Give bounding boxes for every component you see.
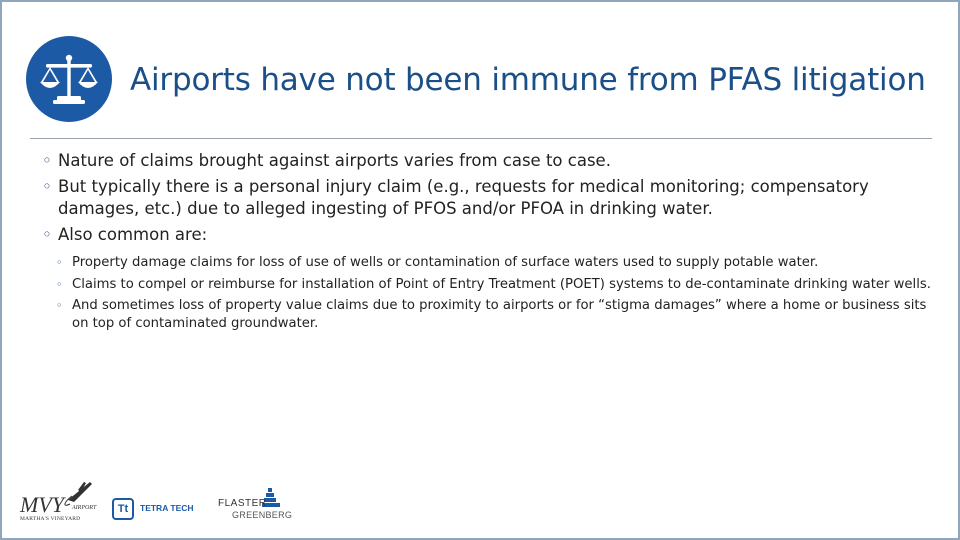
bullet-list xyxy=(42,150,937,336)
bullet-text: Nature of claims brought against airports varies from case to case. xyxy=(58,151,611,170)
sub-bullet-list xyxy=(42,254,937,332)
sub-bullet-marker-icon: ◦ xyxy=(56,299,63,312)
bullet-marker-icon: ◦ xyxy=(42,177,52,196)
sub-bullet-text: Property damage claims for loss of use of wells or contamination of surface waters used to supply potable water. xyxy=(72,255,819,270)
sub-bullet-item xyxy=(56,254,937,272)
title-divider xyxy=(30,138,932,139)
flaster-greenberg-logo xyxy=(218,488,302,528)
scales-of-justice-icon xyxy=(38,52,100,106)
mvy-airport-logo xyxy=(18,478,100,526)
flaster-wordmark: FLASTER xyxy=(218,498,267,509)
slide-title: Airports have not been immune from PFAS litigation xyxy=(130,62,926,98)
bullet-marker-icon: ◦ xyxy=(42,225,52,244)
scales-of-justice-badge xyxy=(26,36,112,122)
tetra-tech-mark-icon: Tt xyxy=(112,498,134,520)
sub-bullet-marker-icon: ◦ xyxy=(56,256,63,269)
sponsor-logos xyxy=(18,478,318,528)
sub-bullet-marker-icon: ◦ xyxy=(56,277,63,291)
bullet-text: Also common are: xyxy=(58,225,208,244)
mvy-wordmark: MVY xyxy=(20,492,64,517)
tetra-tech-name: TETRA TECH xyxy=(140,503,194,513)
bullet-item xyxy=(42,224,937,246)
sub-bullet-text: And sometimes loss of property value claims due to proximity to airports or for “stigma damages” where a home or business sits on top of contaminated groundwater. xyxy=(72,298,927,331)
sub-bullet-text: Claims to compel or reimburse for installation of Point of Entry Treatment (POET) systems to de-contaminate drinking water wells. xyxy=(72,276,931,292)
sub-bullet-item xyxy=(56,276,937,294)
bullet-text: But typically there is a personal injury claim (e.g., requests for medical monitoring; compensatory damages, etc.) due to alleged ingesting of PFOS and/or PFOA in drinking water. xyxy=(58,177,869,218)
bullet-item xyxy=(42,150,937,172)
greenberg-wordmark: GREENBERG xyxy=(232,510,293,520)
tetra-tech-logo xyxy=(112,498,212,524)
mvy-location-label: MARTHA'S VINEYARD xyxy=(20,516,81,522)
bullet-item xyxy=(42,176,937,220)
sub-bullet-item xyxy=(56,297,937,332)
bullet-marker-icon: ◦ xyxy=(42,151,52,170)
mvy-airport-label: AIRPORT xyxy=(72,505,97,511)
